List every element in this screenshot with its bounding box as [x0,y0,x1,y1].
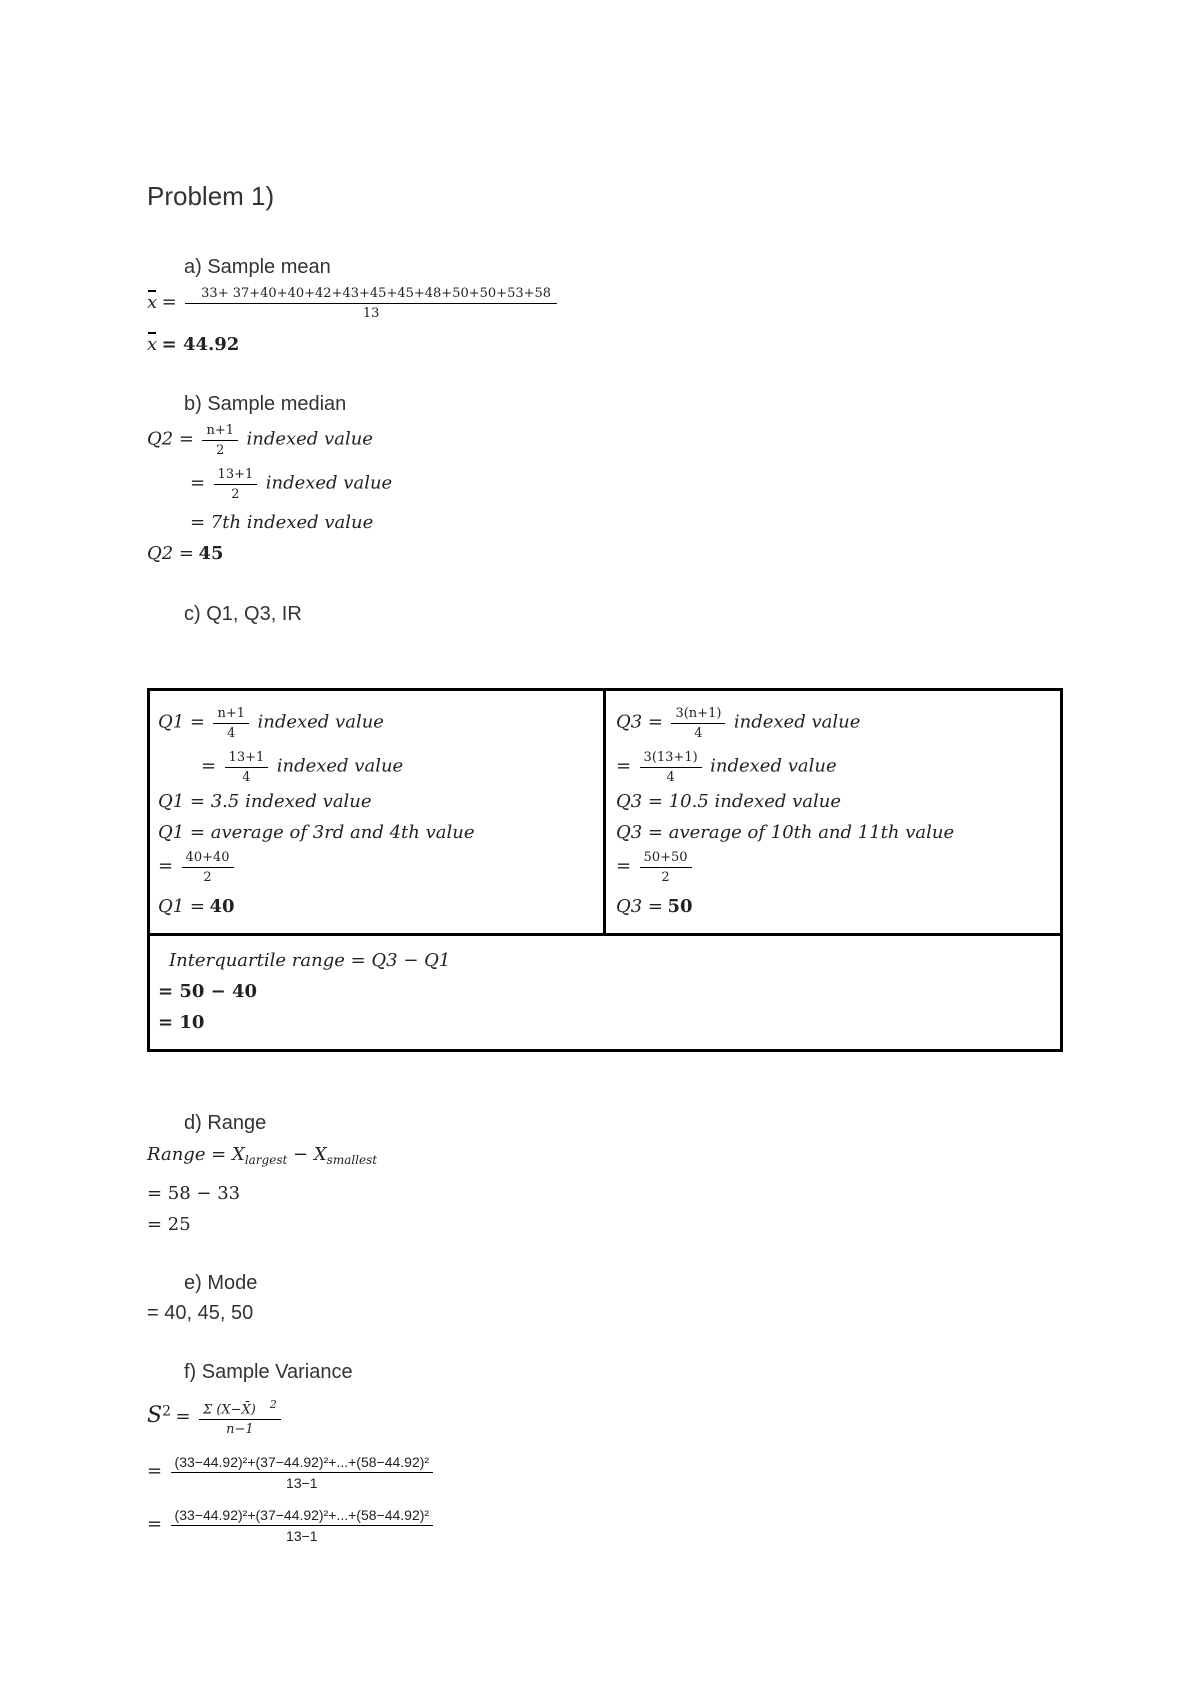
q3-num-5: 50+50 [640,850,692,868]
q3-num-2: 3(13+1) [640,750,702,768]
q1-result-lhs: Q1 = [158,896,206,917]
q1-fraction-5 [182,850,234,885]
mean-result [147,334,239,355]
section-heading-a: a) Sample mean [184,256,331,278]
q3-result-lhs: Q3 = [616,896,664,917]
median-result-value: 45 [198,543,224,564]
median-line-3: = 7th indexed value [190,512,374,533]
q3-result [616,896,693,917]
q1-lhs-1: Q1 = [158,711,206,733]
q1-num-1: n+1 [213,706,249,724]
q1-line-4: Q1 = average of 3rd and 4th value [158,822,475,843]
q3-line-1 [616,706,860,741]
variance-den: n−1 [226,1422,254,1438]
variance-line-2 [147,1454,437,1491]
q1-line-5 [158,850,238,885]
median-result [147,543,224,564]
median-fraction-1 [202,423,238,458]
section-heading-b: b) Sample median [184,393,347,415]
variance-num-exponent: 2 [269,1398,277,1411]
mean-fraction [185,286,557,321]
mean-denominator: 13 [362,306,380,321]
variance-s-exponent: 2 [162,1403,171,1420]
q1-num-5: 40+40 [182,850,234,868]
range-sub-smallest: smallest [326,1153,378,1168]
range-line-2: = 58 − 33 [147,1183,241,1204]
q3-den-2: 4 [666,770,675,785]
q1-fraction-2 [225,750,269,785]
median-line-2 [190,467,392,502]
median-fraction-2 [214,467,258,502]
variance-num-2: (33−44.92)²+(37−44.92)²+...+(58−44.92)² [171,1454,434,1473]
mode-value: = 40, 45, 50 [147,1302,254,1324]
q3-num-1: 3(n+1) [671,706,725,724]
q3-den-5: 2 [661,870,670,885]
q3-eq-5: = [616,855,632,877]
mean-numerator: 33+ 37+40+40+42+43+45+45+48+50+50+53+58 [185,286,557,304]
median-eq-2: = [190,472,206,494]
variance-den-2: 13−1 [286,1475,318,1491]
q1-eq-2: = [201,755,217,777]
ir-line-1: Interquartile range = Q3 − Q1 [169,950,451,971]
median-lhs: Q2 = [147,428,195,450]
q1-result [158,896,235,917]
mean-result-value: = 44.92 [161,334,240,355]
range-lhs: Range = X [147,1144,245,1165]
variance-eq-2: = [147,1460,163,1482]
variance-eq: = [175,1405,191,1427]
q3-line-3: Q3 = 10.5 indexed value [616,791,842,812]
variance-num-3: (33−44.92)²+(37−44.92)²+...+(58−44.92)² [171,1507,434,1526]
ir-line-3: = 10 [158,1012,205,1033]
q3-lhs-1: Q3 = [616,711,664,733]
median-den-2: 2 [231,487,240,502]
q3-den-1: 4 [694,726,703,741]
q3-tail-2: indexed value [710,755,837,777]
variance-den-3: 13−1 [286,1528,318,1544]
median-den-1: 2 [216,443,225,458]
x-bar-symbol-result: x [147,334,158,355]
range-line-3: = 25 [147,1214,191,1235]
variance-num: Σ (X−X̄) [203,1402,256,1418]
x-bar-symbol: x [147,291,158,313]
q1-tail-1: indexed value [257,711,384,733]
q1-tail-2: indexed value [276,755,404,777]
q3-result-value: 50 [667,896,693,917]
q1-line-2 [201,750,403,785]
median-num-1: n+1 [202,423,238,441]
q3-line-5 [616,850,696,885]
median-tail-2: indexed value [265,472,393,494]
mean-formula [147,286,561,321]
variance-eq-3: = [147,1513,163,1535]
q3-line-2 [616,750,837,785]
q3-fraction-1 [671,706,725,741]
q1-line-3: Q1 = 3.5 indexed value [158,791,372,812]
table-column-divider [603,688,606,936]
q3-eq-2: = [616,755,632,777]
q3-tail-1: indexed value [733,711,861,733]
range-mid: − X [287,1144,327,1165]
variance-fraction [199,1398,281,1437]
table-row-divider [147,933,1063,936]
q1-eq-5: = [158,855,174,877]
median-result-lhs: Q2 = [147,543,195,564]
q1-den-5: 2 [203,870,212,885]
q3-fraction-2 [640,750,702,785]
section-heading-e: e) Mode [184,1272,258,1294]
variance-s-symbol: S [147,1402,163,1428]
section-heading-d: d) Range [184,1112,267,1134]
range-sub-largest: largest [244,1153,288,1168]
variance-formula [147,1398,285,1437]
q1-den-1: 4 [227,726,236,741]
section-heading-f: f) Sample Variance [184,1361,353,1383]
median-num-2: 13+1 [214,467,258,485]
ir-line-2: = 50 − 40 [158,981,258,1002]
q3-line-4: Q3 = average of 10th and 11th value [616,822,955,843]
median-line-1 [147,423,373,458]
q3-fraction-5 [640,850,692,885]
section-heading-c: c) Q1, Q3, IR [184,603,302,625]
mean-equals: = [161,291,177,313]
variance-fraction-2 [171,1454,434,1491]
range-formula [147,1144,377,1167]
variance-line-3 [147,1507,437,1544]
q1-num-2: 13+1 [225,750,269,768]
q1-den-2: 4 [242,770,251,785]
median-tail-1: indexed value [246,428,373,450]
q1-line-1 [158,706,384,741]
variance-fraction-3 [171,1507,434,1544]
page-title: Problem 1) [147,181,275,211]
q1-result-value: 40 [209,896,235,917]
q1-fraction-1 [213,706,249,741]
